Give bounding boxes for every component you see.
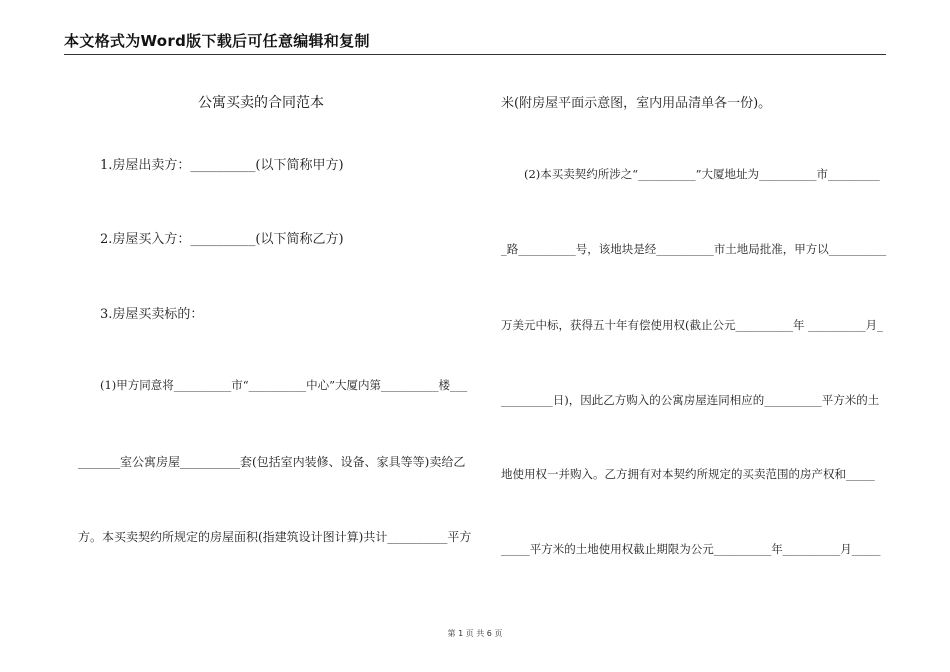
clause-line: _____平方米的土地使用权截止期限为公元__________年__________月_____ (501, 542, 881, 556)
header-banner: 本文格式为Word版下载后可任意编辑和复制 (64, 32, 370, 50)
clause-line: 地使用权一并购入。乙方拥有对本契约所规定的买卖范围的房产权和_____ (501, 467, 875, 481)
clause-line: 方。本买卖契约所规定的房屋面积(指建筑设计图计算)共计__________平方 (78, 530, 472, 544)
clause-line: _______室公寓房屋__________套(包括室内装修、设备、家具等等)卖给乙 (78, 455, 466, 469)
header-divider (64, 54, 886, 55)
clause-seller: 1.房屋出卖方：__________(以下简称甲方) (100, 158, 344, 173)
clause-line: _路__________号，该地块是经__________市土地局批准，甲方以__________ (501, 242, 887, 256)
clause-line: _________日)，因此乙方购入的公寓房屋连同相应的__________平方米的土 (501, 393, 880, 407)
clause-line: 米(附房屋平面示意图，室内用品清单各一份)。 (501, 96, 772, 111)
clause-line: (2)本买卖契约所涉之“__________”大厦地址为__________市_________ (524, 167, 880, 181)
clause-line: (1)甲方同意将__________市“__________中心”大厦内第__________楼___ (100, 378, 468, 392)
clause-buyer: 2.房屋买入方：__________(以下简称乙方) (100, 232, 344, 247)
clause-line: 万美元中标，获得五十年有偿使用权(截止公元__________年 __________月_ (501, 318, 883, 332)
page-indicator: 第 1 页 共 6 页 (447, 629, 503, 638)
document-title: 公寓买卖的合同范本 (198, 95, 324, 111)
clause-subject: 3.房屋买卖标的： (100, 307, 204, 322)
